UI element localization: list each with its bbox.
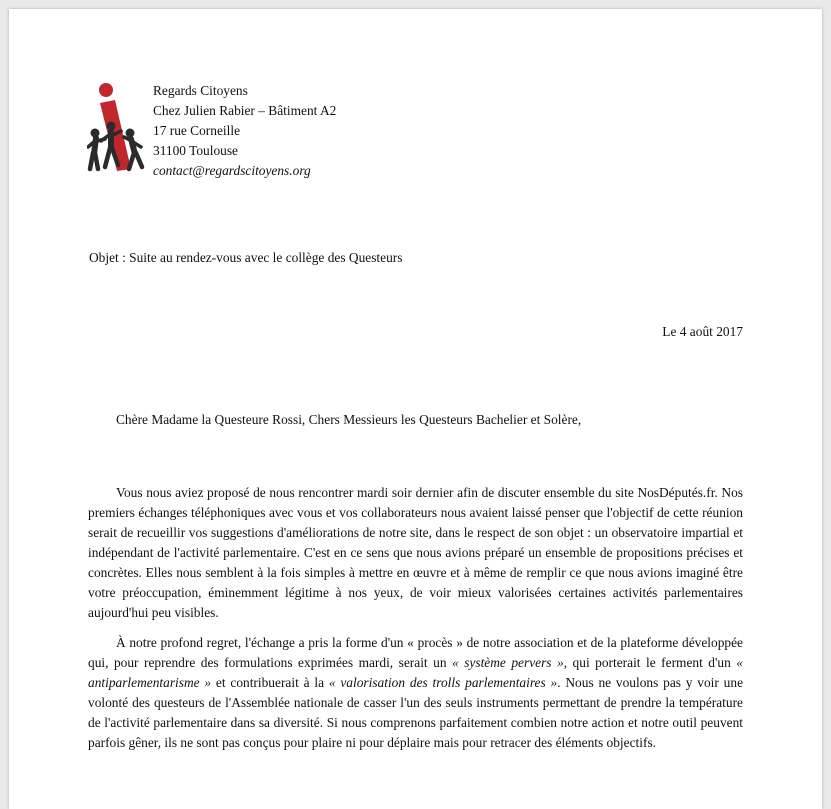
sender-city: 31100 Toulouse bbox=[153, 143, 238, 158]
quote-systeme-pervers: « système pervers » bbox=[452, 655, 564, 670]
sender-name: Regards Citoyens bbox=[153, 83, 248, 98]
letter-date: Le 4 août 2017 bbox=[662, 324, 743, 339]
paragraph-2-text-c: et contribuerait à la bbox=[211, 675, 329, 690]
regards-citoyens-logo bbox=[87, 81, 155, 173]
letter-salutation: Chère Madame la Questeure Rossi, Chers Messieurs les Questeurs Bachelier et Solère, bbox=[116, 412, 582, 427]
paragraph-2-text-a: À notre profond regret, l'échange a pris la forme d'un « procès » de notre association et de la plateforme développée qui, pour reprendre des formulations exprimées mardi, serait un bbox=[88, 635, 743, 670]
paragraph-2 bbox=[88, 633, 743, 753]
letter-subject: Objet : Suite au rendez-vous avec le collège des Questeurs bbox=[89, 250, 403, 265]
quote-antiparlementarisme: « antiparlementarisme » bbox=[88, 655, 743, 690]
paragraph-2-text-b: , qui porterait le ferment d'un bbox=[563, 655, 737, 670]
sender-address-line: Chez Julien Rabier – Bâtiment A2 bbox=[153, 103, 337, 118]
quote-trolls-parlementaires: « valorisation des trolls parlementaires » bbox=[328, 675, 558, 690]
paragraph-1: Vous nous aviez proposé de nous rencontrer mardi soir dernier afin de discuter ensemble du site NosDéputés.fr. Nos premiers échanges téléphoniques avec vous et vos collaborateurs nous avaient laissé penser que l'objectif de cette réunion serait de recueillir vos suggestions d'améliorations de notre site, dans le respect de son objet : un observatoire impartial et indépendant de l'activité parlementaire. C'est en ce sens que nous avions préparé un ensemble de propositions précises et concrètes. Elles nous semblent à la fois simples à mettre en œuvre et à même de remplir ce que nous avions imaginé être votre préoccupation, éminemment légitime à nos yeux, de voir mieux valorisées certaines activités parlementaires aujourd'hui peu visibles. bbox=[88, 485, 743, 620]
paragraph-2-text-d: . Nous ne voulons pas y voir une volonté des questeurs de l'Assemblée nationale de casser l'un des seuls instruments permettant de prendre la température de l'activité parlementaire dans sa diversité. Si nous comprenons parfaitement combien notre action et notre outil peuvent parfois gêner, ils ne sont pas conçus pour plaire ni pour déplaire mais pour retracer des éléments objectifs. bbox=[88, 675, 744, 750]
sender-address bbox=[153, 81, 413, 181]
letter-page bbox=[9, 9, 822, 809]
sender-email: contact@regardscitoyens.org bbox=[153, 163, 311, 178]
sender-street: 17 rue Corneille bbox=[153, 123, 241, 138]
letter-body bbox=[88, 483, 743, 763]
logo-red-dot bbox=[99, 83, 113, 97]
